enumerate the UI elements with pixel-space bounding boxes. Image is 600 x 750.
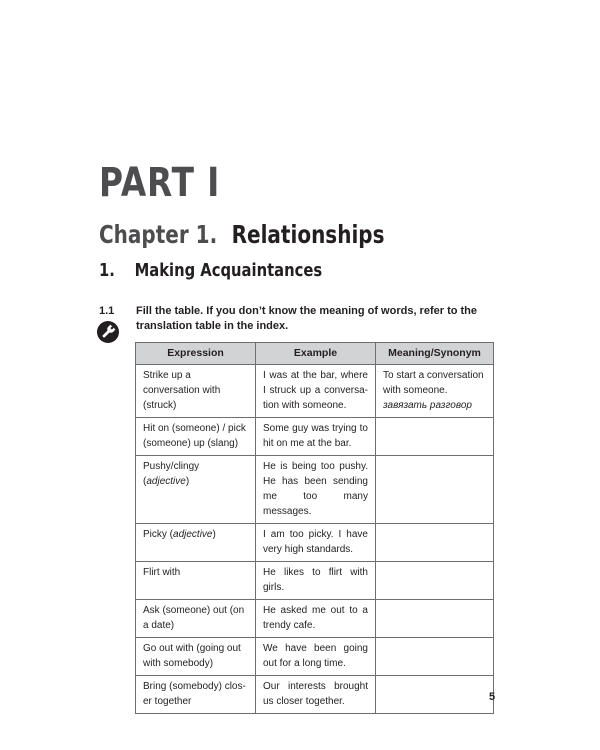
header-meaning: Meaning/Synonym xyxy=(376,343,494,365)
cell-meaning xyxy=(376,365,494,418)
cell-meaning xyxy=(376,562,494,600)
header-expression: Expression xyxy=(136,343,256,365)
cell-expression: Flirt with xyxy=(136,562,256,600)
cell-meaning xyxy=(376,600,494,638)
cell-meaning xyxy=(376,676,494,714)
table-row xyxy=(136,676,494,714)
cell-expression: Go out with (going out with somebody) xyxy=(136,638,256,676)
cell-example: Some guy was trying to hit on me at the bar. xyxy=(256,418,376,456)
cell-example: He is being too pushy. He has been sending me too many messages. xyxy=(256,456,376,524)
exercise-number: 1.1 xyxy=(99,305,115,317)
cell-example: He asked me out to a trendy cafe. xyxy=(256,600,376,638)
section-name: Making Acquaintances xyxy=(134,260,323,281)
cell-example: I am too picky. I have very high standards. xyxy=(256,524,376,562)
header-example: Example xyxy=(256,343,376,365)
exercise-instruction: Fill the table. If you don’t know the meaning of words, refer to the translation table in the index. xyxy=(136,305,478,332)
part-of-speech: adjective xyxy=(146,476,186,487)
cell-meaning xyxy=(376,456,494,524)
table-row xyxy=(136,365,494,418)
expression-text: Pushy/clingy xyxy=(143,461,200,472)
cell-meaning xyxy=(376,638,494,676)
part-title: PART I xyxy=(99,160,221,206)
cell-expression: Picky (adjective) xyxy=(136,524,256,562)
cell-meaning xyxy=(376,524,494,562)
cell-expression: Hit on (someone) / pick (someone) up (slang) xyxy=(136,418,256,456)
meaning-text: To start a conversation with someone. xyxy=(383,370,484,396)
meaning-translation: завязать разговор xyxy=(383,400,472,411)
cell-example: He likes to flirt with girls. xyxy=(256,562,376,600)
vocabulary-table xyxy=(135,342,494,714)
table-row xyxy=(136,638,494,676)
cell-expression: Bring (somebody) clos-er together xyxy=(136,676,256,714)
cell-example: Our interests brought us closer together. xyxy=(256,676,376,714)
expression-text: Picky xyxy=(143,529,167,540)
page-number: 5 xyxy=(489,691,496,703)
section-number: 1. xyxy=(99,260,115,281)
table-row xyxy=(136,600,494,638)
cell-example: I was at the bar, where I struck up a conversa-tion with someone. xyxy=(256,365,376,418)
chapter-title xyxy=(99,222,385,248)
cell-expression: Pushy/clingy (adjective) xyxy=(136,456,256,524)
cell-expression: Strike up a conversation with (struck) xyxy=(136,365,256,418)
cell-example: We have been going out for a long time. xyxy=(256,638,376,676)
table-row xyxy=(136,562,494,600)
table-row xyxy=(136,524,494,562)
table-header-row xyxy=(136,343,494,365)
section-title xyxy=(99,261,322,281)
chapter-name: Relationships xyxy=(231,220,385,249)
cell-meaning xyxy=(376,418,494,456)
part-of-speech: adjective xyxy=(173,529,213,540)
table-row xyxy=(136,418,494,456)
wrench-icon xyxy=(97,321,119,343)
cell-expression: Ask (someone) out (on a date) xyxy=(136,600,256,638)
chapter-number: Chapter 1. xyxy=(99,220,218,249)
table-row xyxy=(136,456,494,524)
